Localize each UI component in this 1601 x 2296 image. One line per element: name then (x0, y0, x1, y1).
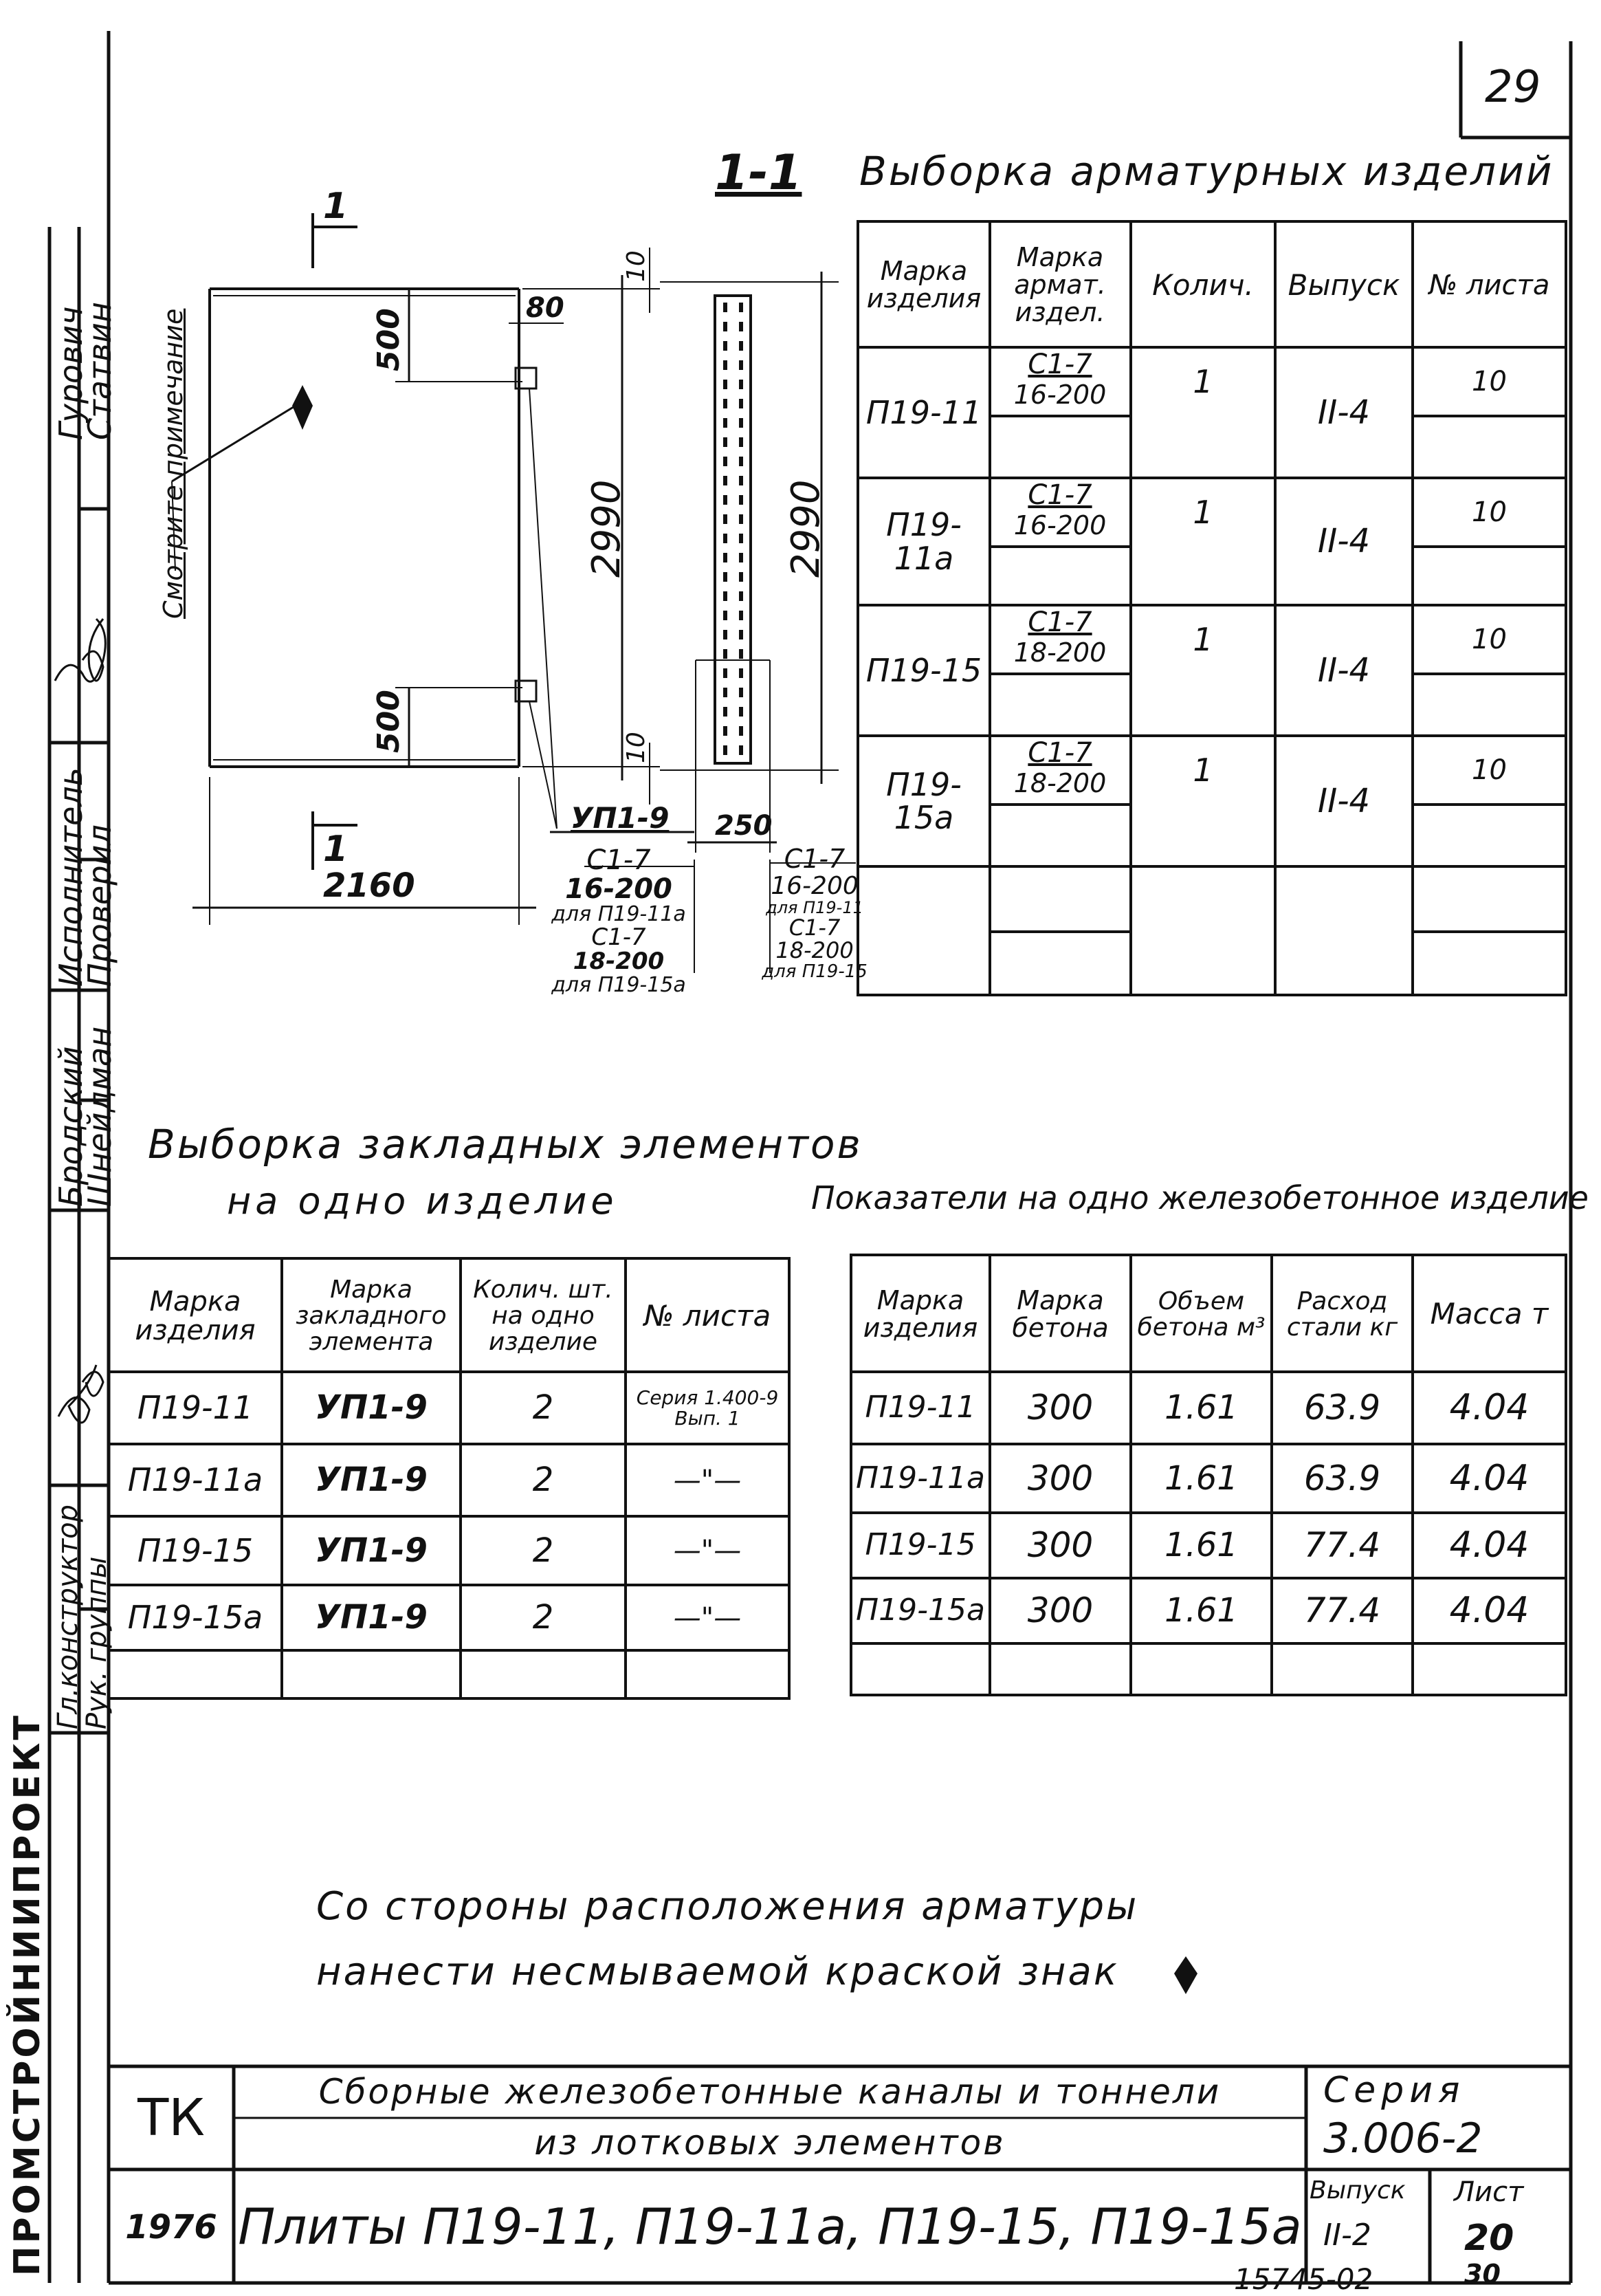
rebar-cell-rebar2: 16-200 (1013, 380, 1107, 411)
cut-label-top: 1 (323, 186, 349, 227)
right-callout-line: 16-200 (771, 871, 859, 900)
rebar-cell-mark: П19-11а (886, 506, 962, 577)
rebar-cell-sheet: 10 (1472, 754, 1507, 786)
ind-cell-volume: 1.61 (1164, 1458, 1238, 1498)
right-callout-line: С1-7 (784, 844, 846, 874)
rebar-cell-rebar: С1-7 (1028, 737, 1092, 769)
rebar-cell-rebar: С1-7 (1028, 349, 1092, 380)
embed-cell-mark: П19-11 (137, 1389, 254, 1427)
embed-header-sheet: № листа (643, 1298, 771, 1333)
embed-header-mark: Марка изделия (135, 1286, 256, 1346)
stamp-role-chief: Гл.конструктор (52, 1504, 84, 1729)
rebar-cell-issue: II-4 (1317, 781, 1371, 820)
rebar-header-rebar: Марка армат. издел. (1014, 242, 1106, 327)
issue-label: Выпуск (1310, 2176, 1406, 2205)
ind-cell-volume: 1.61 (1164, 1526, 1238, 1565)
dim-500-bottom: 500 (371, 690, 406, 753)
note-reference-label: Смотрите примечание (158, 308, 188, 619)
embed-cell-qty: 2 (532, 1388, 554, 1428)
ind-cell-concrete: 300 (1027, 1388, 1094, 1428)
ind-cell-mass: 4.04 (1449, 1387, 1530, 1429)
left-callout (543, 846, 694, 996)
embed-cell-elem: УП1-9 (315, 1388, 428, 1428)
title-line-2: из лотковых элементов (534, 2122, 1006, 2163)
embed-cell-sheet: Серия 1.400-9 Вып. 1 (636, 1386, 779, 1430)
title-year: 1976 (125, 2207, 217, 2246)
embed-header-elem: Марка закладного элемента (296, 1276, 447, 1356)
ind-cell-steel: 63.9 (1303, 1388, 1381, 1428)
embed-cell-elem: УП1-9 (315, 1531, 428, 1570)
rebar-cell-qty: 1 (1193, 620, 1213, 658)
stamp-role-checked: Проверил (81, 824, 118, 987)
ind-header-steel: Расход стали кг (1286, 1287, 1398, 1342)
ind-cell-concrete: 300 (1027, 1525, 1094, 1566)
dim-10-top: 10 (622, 250, 650, 282)
right-callout (760, 846, 870, 981)
embed-header-qty: Колич. шт. на одно изделие (473, 1276, 613, 1356)
rebar-header-issue: Выпуск (1288, 267, 1400, 302)
ind-cell-mark: П19-15 (865, 1527, 976, 1563)
ind-header-mass: Масса т (1430, 1297, 1549, 1331)
ind-cell-mass: 4.04 (1449, 1524, 1530, 1566)
rebar-header-qty: Колич. (1152, 267, 1254, 302)
embed-cell-qty: 2 (532, 1461, 554, 1500)
rebar-cell-rebar2: 18-200 (1013, 768, 1107, 799)
embed-cell-mark: П19-11а (127, 1461, 263, 1499)
embed-cell-mark: П19-15а (127, 1599, 263, 1637)
stamp-name-shneidman: Шнейдман (81, 1026, 118, 1207)
embed-cell-sheet: —"— (673, 1464, 742, 1496)
rebar-cell-rebar: С1-7 (1028, 606, 1092, 638)
dim-250: 250 (715, 810, 773, 842)
rebar-cell-mark: П19-15а (886, 765, 962, 836)
rebar-cell-rebar: С1-7 (1028, 479, 1092, 511)
embed-table-title: Выборка закладных элементов (148, 1121, 863, 1168)
rebar-cell-qty: 1 (1193, 493, 1213, 531)
title-code: ТК (137, 2088, 205, 2148)
embed-cell-elem: УП1-9 (315, 1461, 428, 1500)
rebar-cell-mark: П19-11 (865, 393, 982, 431)
embed-cell-sheet: —"— (673, 1535, 742, 1566)
ind-cell-volume: 1.61 (1164, 1388, 1238, 1428)
rebar-cell-sheet: 10 (1472, 496, 1507, 528)
dim-500-top: 500 (371, 308, 406, 371)
ind-cell-steel: 77.4 (1303, 1590, 1381, 1631)
right-callout-line: для П19-11 (766, 897, 863, 917)
dim-80: 80 (526, 292, 564, 324)
dim-2990-left: 2990 (584, 479, 629, 578)
stamp-role-executor: Исполнитель (52, 767, 89, 987)
page-number: 29 (1485, 62, 1541, 113)
cut-label-bottom: 1 (323, 829, 349, 870)
ind-header-mark: Марка изделия (863, 1284, 978, 1343)
rebar-header-mark: Марка изделия (866, 256, 982, 314)
ind-header-concrete: Марка бетона (1012, 1284, 1109, 1343)
rebar-header-sheet: № листа (1428, 270, 1550, 301)
title-line-1: Сборные железобетонные каналы и тоннели (318, 2072, 1222, 2112)
left-callout-line: для П19-15а (551, 972, 686, 997)
rebar-cell-issue: II-4 (1317, 522, 1371, 561)
left-callout-line: 16-200 (565, 873, 672, 905)
left-callout-line: С1-7 (586, 844, 651, 876)
dim-2160: 2160 (323, 866, 415, 905)
stamp-org: ПРОМСТРОЙНИИПРОЕКТ (7, 1713, 48, 2276)
ind-cell-mark: П19-11 (865, 1390, 976, 1425)
ind-cell-mass: 4.04 (1449, 1457, 1530, 1499)
sheet-label: Лист (1454, 2176, 1524, 2208)
sheet-value: 20 (1464, 2218, 1514, 2259)
left-callout-line: 18-200 (573, 948, 665, 976)
ind-cell-steel: 63.9 (1303, 1458, 1381, 1498)
right-callout-line: С1-7 (788, 914, 841, 941)
page-small: 30 (1464, 2259, 1501, 2289)
ind-cell-volume: 1.61 (1164, 1591, 1238, 1630)
title-subject: Плиты П19-11, П19-11а, П19-15, П19-15а (238, 2198, 1302, 2256)
rebar-cell-qty: 1 (1193, 751, 1213, 789)
rebar-table-title: Выборка арматурных изделий (859, 148, 1554, 195)
dim-10-bottom: 10 (622, 732, 650, 763)
ind-cell-concrete: 300 (1027, 1590, 1094, 1631)
embed-table-subtitle: на одно изделие (227, 1179, 618, 1223)
left-callout-line: С1-7 (591, 923, 646, 951)
archive-number: 15745-02 (1234, 2262, 1373, 2296)
dim-2990-right: 2990 (784, 479, 828, 578)
embed-cell-qty: 2 (532, 1531, 554, 1570)
ind-cell-mass: 4.04 (1449, 1590, 1530, 1632)
embed-cell-qty: 2 (532, 1598, 554, 1637)
series-value: 3.006-2 (1323, 2114, 1483, 2163)
ind-cell-concrete: 300 (1027, 1458, 1094, 1498)
rebar-cell-rebar2: 18-200 (1013, 637, 1107, 668)
ind-cell-mark: П19-11а (856, 1460, 985, 1496)
left-callout-line: для П19-11а (551, 902, 686, 926)
rebar-cell-issue: II-4 (1317, 393, 1371, 432)
embed-cell-mark: П19-15 (137, 1531, 254, 1569)
ind-cell-mark: П19-15а (856, 1593, 985, 1628)
stamp-name-brodsky: Бродский (52, 1046, 89, 1207)
embed-cell-elem: УП1-9 (315, 1598, 428, 1637)
rebar-cell-sheet: 10 (1472, 366, 1507, 397)
rebar-cell-rebar2: 16-200 (1013, 510, 1107, 541)
indicators-table-title: Показатели на одно железобетонное изделие (811, 1179, 1589, 1216)
note-line-2: нанести несмываемой краской знак (316, 1949, 1119, 1994)
section-mark: 1-1 (715, 144, 802, 201)
rebar-cell-sheet: 10 (1472, 624, 1507, 655)
stamp-name-gurovich: Гурович (52, 306, 89, 440)
stamp-name-statvin: Статвин (81, 302, 118, 440)
rebar-cell-qty: 1 (1193, 362, 1213, 400)
note-line-1: Со стороны расположения арматуры (316, 1884, 1139, 1929)
rebar-cell-issue: II-4 (1317, 650, 1371, 690)
ind-header-volume: Объем бетона м³ (1137, 1287, 1266, 1342)
series-label: Серия (1323, 2070, 1466, 2111)
issue-value: II-2 (1323, 2218, 1371, 2253)
embed-label: УП1-9 (571, 801, 670, 835)
rebar-cell-mark: П19-15 (865, 651, 982, 689)
right-callout-line: для П19-15 (762, 961, 868, 983)
ind-cell-steel: 77.4 (1303, 1525, 1381, 1566)
embed-cell-sheet: —"— (673, 1601, 742, 1634)
right-callout-line: 18-200 (775, 937, 854, 964)
stamp-role-group-head: Рук. группы (81, 1556, 113, 1729)
